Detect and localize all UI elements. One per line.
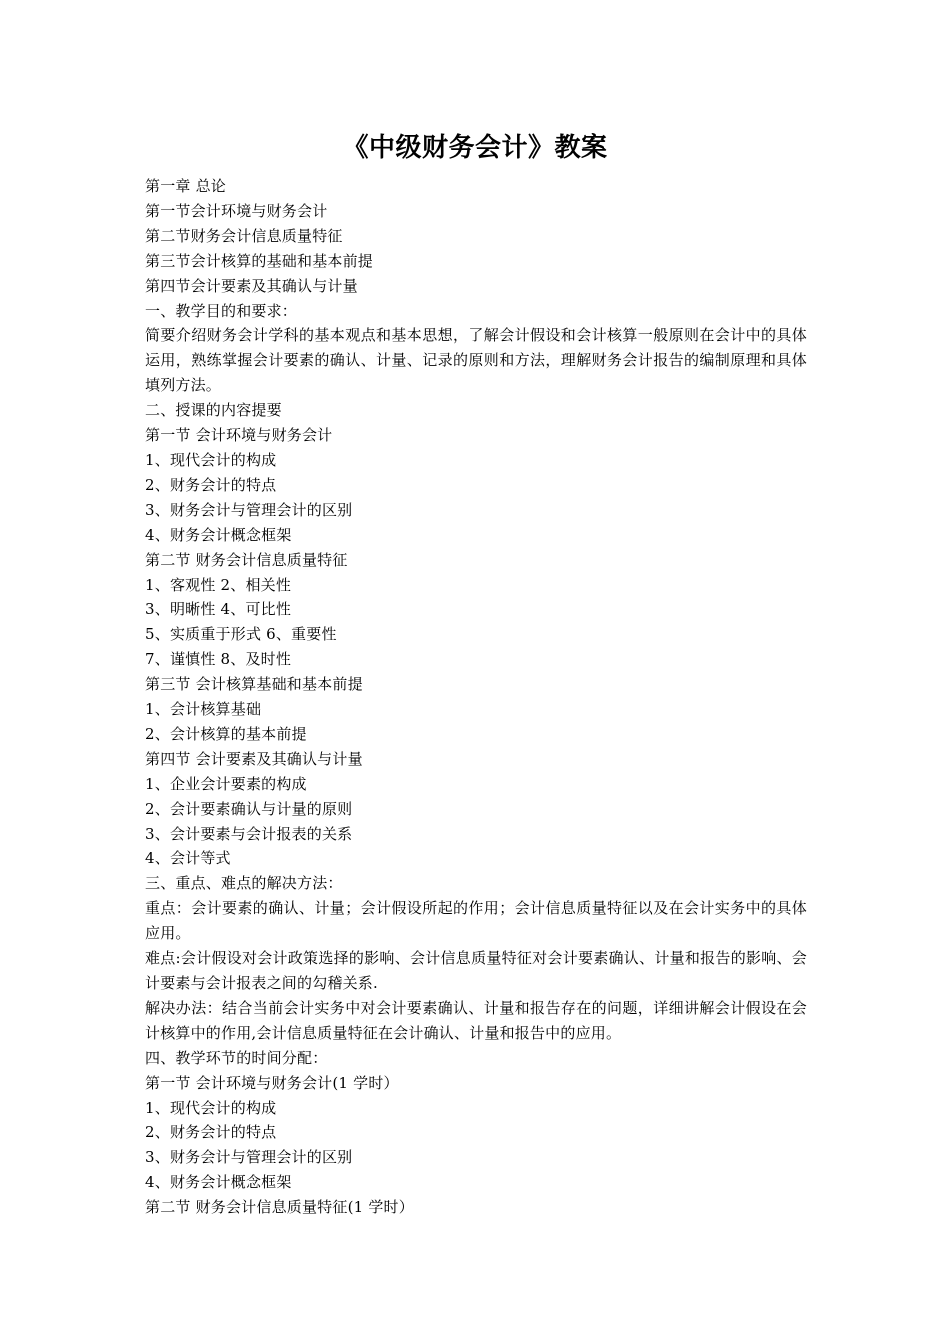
toc-line: 第三节会计核算的基础和基本前提 xyxy=(145,251,374,270)
paragraph: 难点:会计假设对会计政策选择的影响、会计信息质量特征对会计要素确认、计量和报告的影响、会计要素与会计报表之间的勾稽关系. xyxy=(145,949,807,992)
list-item: 4、财务会计概念框架 xyxy=(145,525,292,544)
toc-line: 第一节会计环境与财务会计 xyxy=(145,201,328,220)
toc-line: 第四节会计要素及其确认与计量 xyxy=(145,276,358,295)
list-item: 2、财务会计的特点 xyxy=(145,475,277,494)
list-item: 2、财务会计的特点 xyxy=(145,1123,277,1142)
subsection-heading: 第二节 财务会计信息质量特征 xyxy=(145,550,348,569)
list-item: 3、财务会计与管理会计的区别 xyxy=(145,500,353,519)
list-item: 1、企业会计要素的构成 xyxy=(145,774,307,793)
list-item: 7、谨慎性 8、及时性 xyxy=(145,650,292,669)
list-item: 4、会计等式 xyxy=(145,849,231,868)
list-item: 2、会计要素确认与计量的原则 xyxy=(145,799,353,818)
list-item: 2、会计核算的基本前提 xyxy=(145,724,307,743)
subsection-heading: 第四节 会计要素及其确认与计量 xyxy=(145,749,363,768)
section-heading: 四、教学环节的时间分配： xyxy=(145,1048,328,1067)
subsection-heading: 第三节 会计核算基础和基本前提 xyxy=(145,675,363,694)
subsection-heading: 第二节 财务会计信息质量特征(1 学时） xyxy=(145,1198,414,1217)
document-title: 《中级财务会计》教案 xyxy=(342,133,608,163)
paragraph: 重点：会计要素的确认、计量；会计假设所起的作用；会计信息质量特征以及在会计实务中的具体应用。 xyxy=(145,899,807,943)
list-item: 1、现代会计的构成 xyxy=(145,1098,277,1117)
list-item: 3、明晰性 4、可比性 xyxy=(145,600,292,619)
list-item: 4、财务会计概念框架 xyxy=(145,1173,292,1192)
section-heading: 二、授课的内容提要 xyxy=(145,401,282,420)
section-heading: 三、重点、难点的解决方法： xyxy=(145,874,343,893)
list-item: 1、客观性 2、相关性 xyxy=(145,575,292,594)
list-item: 1、会计核算基础 xyxy=(145,700,262,719)
list-item: 1、现代会计的构成 xyxy=(145,450,277,469)
subsection-heading: 第一节 会计环境与财务会计(1 学时） xyxy=(145,1073,399,1092)
section-heading: 一、教学目的和要求： xyxy=(145,301,298,320)
document-body xyxy=(145,174,807,1220)
toc-line: 第二节财务会计信息质量特征 xyxy=(145,226,343,245)
list-item: 5、实质重于形式 6、重要性 xyxy=(145,625,337,644)
list-item: 3、会计要素与会计报表的关系 xyxy=(145,824,353,843)
chapter-heading: 第一章 总论 xyxy=(145,177,226,195)
list-item: 3、财务会计与管理会计的区别 xyxy=(145,1148,353,1167)
paragraph: 简要介绍财务会计学科的基本观点和基本思想，了解会计假设和会计核算一般原则在会计中的具体运用，熟练掌握会计要素的确认、计量、记录的原则和方法，理解财务会计报告的编制原理和具体填列方法。 xyxy=(145,326,807,395)
subsection-heading: 第一节 会计环境与财务会计 xyxy=(145,426,333,445)
paragraph: 解决办法：结合当前会计实务中对会计要素确认、计量和报告存在的问题，详细讲解会计假设在会计核算中的作用,会计信息质量特征在会计确认、计量和报告中的应用。 xyxy=(145,998,807,1042)
